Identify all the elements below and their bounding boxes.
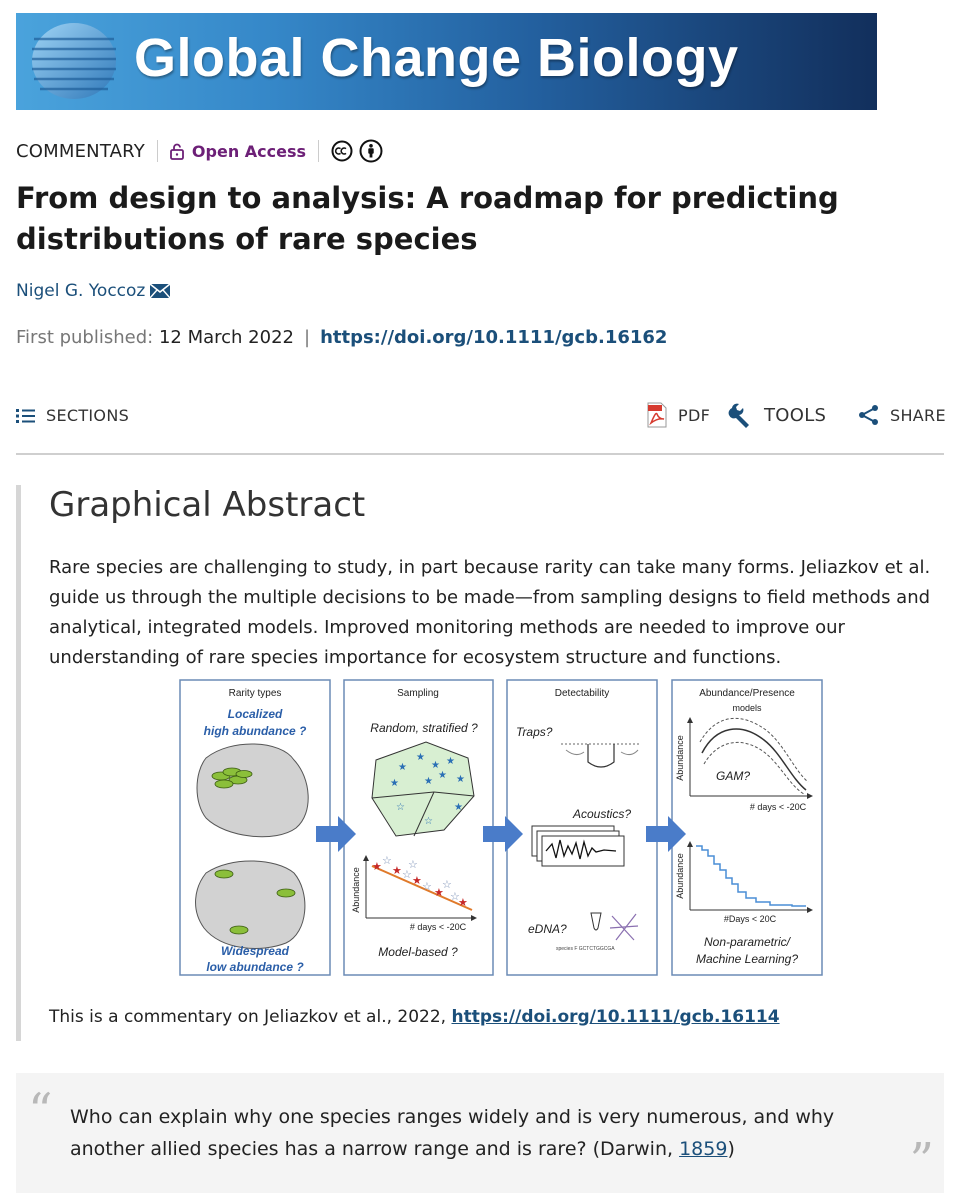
open-quote-icon: “ [28, 1083, 53, 1139]
published-label: First published: [16, 327, 154, 348]
panel4-subtitle: models [732, 703, 762, 713]
quote-close-paren: ) [727, 1138, 735, 1160]
panel1-top-label-1: Localized [227, 707, 283, 721]
share-button[interactable] [858, 404, 946, 426]
panel3-edna-label: eDNA? [528, 922, 567, 936]
close-quote-icon: ” [909, 1133, 934, 1189]
pdf-label: PDF [678, 405, 711, 425]
panel4-y-label-top: Abundance [675, 735, 685, 781]
article-title: From design to analysis: A roadmap for predicting distributions of rare species [16, 181, 839, 256]
author-name: Nigel G. Yoccoz [16, 281, 146, 301]
globe-logo-icon [26, 21, 122, 101]
epigraph-quote [16, 1073, 944, 1193]
panel1-top-label-2: high abundance ? [203, 724, 307, 738]
panel2-bottom-label: Model-based ? [378, 945, 458, 959]
spectrogram-icon [532, 826, 624, 866]
graphical-abstract-heading: Graphical Abstract [49, 485, 366, 525]
email-envelope-icon[interactable] [149, 283, 171, 299]
svg-text:★: ★ [412, 874, 422, 887]
panel3-title: Detectability [554, 688, 610, 699]
share-label: SHARE [890, 405, 946, 425]
svg-text:☆: ☆ [382, 854, 392, 867]
svg-text:☆: ☆ [396, 802, 405, 813]
panel2-y-label: Abundance [351, 867, 361, 913]
svg-text:★: ★ [431, 760, 440, 771]
panel1-bottom-label-1: Widespread [221, 944, 289, 958]
tools-button[interactable] [728, 402, 826, 428]
share-icon [858, 404, 880, 426]
article-type: COMMENTARY [16, 140, 145, 162]
commentary-note [49, 1007, 780, 1027]
svg-text:☆: ☆ [450, 890, 460, 903]
panel4-title: Abundance/Presence [699, 688, 795, 699]
panel4-bottom-label-2: Machine Learning? [695, 952, 799, 966]
panel4-bottom-label-1: Non-parametric/ [703, 935, 791, 949]
unlocked-padlock-icon [170, 143, 184, 160]
svg-text:★: ★ [424, 776, 433, 787]
divider [157, 140, 158, 162]
graphical-abstract-figure[interactable] [176, 678, 824, 978]
panel4-x-label-top: # days < -20C [749, 802, 807, 812]
published-date: 12 March 2022 [158, 327, 294, 348]
creative-commons-icon [331, 140, 353, 162]
panel1-title: Rarity types [228, 688, 282, 699]
svg-text:★: ★ [398, 762, 407, 773]
svg-text:★: ★ [454, 802, 463, 813]
journal-banner[interactable] [16, 13, 877, 110]
pdf-file-icon [646, 402, 668, 428]
svg-text:☆: ☆ [442, 878, 452, 891]
svg-text:★: ★ [372, 860, 382, 873]
graphical-abstract-text: Rare species are challenging to study, in part because rarity can take many forms. Jeliazkov et al. guide us through the multiple decisions to be made—from sampling designs to field methods and analytical, integrated models. Improved monitoring methods are needed to improve our understanding of rare species importance for ecosystem structure and functions. [49, 557, 931, 668]
widespread-range-blob [196, 861, 305, 948]
author-link[interactable] [16, 281, 171, 301]
svg-text:★: ★ [458, 896, 468, 909]
license-icons[interactable] [331, 139, 383, 163]
panel2-top-label: Random, stratified ? [370, 721, 478, 735]
open-access-badge[interactable] [170, 142, 306, 161]
article-toolbar [16, 400, 944, 434]
panel3-acoustics-label: Acoustics? [572, 807, 631, 821]
quote-text [70, 1101, 900, 1165]
toolbar-divider [16, 453, 944, 455]
journal-title: Global Change Biology [134, 28, 739, 88]
svg-text:★: ★ [390, 778, 399, 789]
divider: | [303, 327, 311, 348]
svg-text:★: ★ [446, 756, 455, 767]
panel4-gam-label: GAM? [716, 769, 751, 783]
panel2-title: Sampling [397, 688, 439, 699]
publication-info [16, 327, 667, 348]
attribution-person-icon [359, 139, 383, 163]
commentary-doi-link[interactable]: https://doi.org/10.1111/gcb.16114 [451, 1007, 780, 1027]
svg-text:☆: ☆ [402, 868, 412, 881]
panel4-x-label-bottom: #Days < 20C [723, 914, 777, 924]
panel2-x-label: # days < -20C [409, 922, 467, 932]
graphical-abstract-section [16, 485, 951, 1041]
sections-button[interactable] [16, 406, 129, 425]
list-icon [16, 408, 36, 424]
divider [318, 140, 319, 162]
tools-label: TOOLS [764, 404, 827, 426]
panel1-bottom-label-2: low abundance ? [206, 960, 304, 974]
article-meta [16, 138, 383, 164]
svg-text:★: ★ [438, 770, 447, 781]
citation-link[interactable]: 1859 [679, 1138, 728, 1160]
svg-text:★: ★ [456, 774, 465, 785]
svg-text:☆: ☆ [422, 880, 432, 893]
panel3-sequence-label: species F GCTCTGGCGA [556, 946, 615, 952]
open-access-label: Open Access [191, 141, 307, 161]
svg-text:☆: ☆ [408, 858, 418, 871]
svg-text:★: ★ [392, 864, 402, 877]
wrench-icon [728, 402, 754, 428]
svg-text:★: ★ [416, 752, 425, 763]
sections-label: SECTIONS [46, 406, 130, 425]
panel3-traps-label: Traps? [516, 725, 553, 739]
svg-text:☆: ☆ [424, 816, 433, 827]
pdf-button[interactable] [646, 402, 710, 428]
doi-link[interactable]: https://doi.org/10.1111/gcb.16162 [320, 327, 668, 348]
panel-models [672, 680, 822, 975]
localized-range-blob [197, 744, 308, 837]
svg-text:★: ★ [434, 886, 444, 899]
commentary-note-text: This is a commentary on Jeliazkov et al., 2022, [49, 1007, 452, 1027]
panel4-y-label-bottom: Abundance [675, 853, 685, 899]
quote-body: Who can explain why one species ranges widely and is very numerous, and why another allied species has a narrow range and is rare? (Darwin, [70, 1106, 835, 1160]
